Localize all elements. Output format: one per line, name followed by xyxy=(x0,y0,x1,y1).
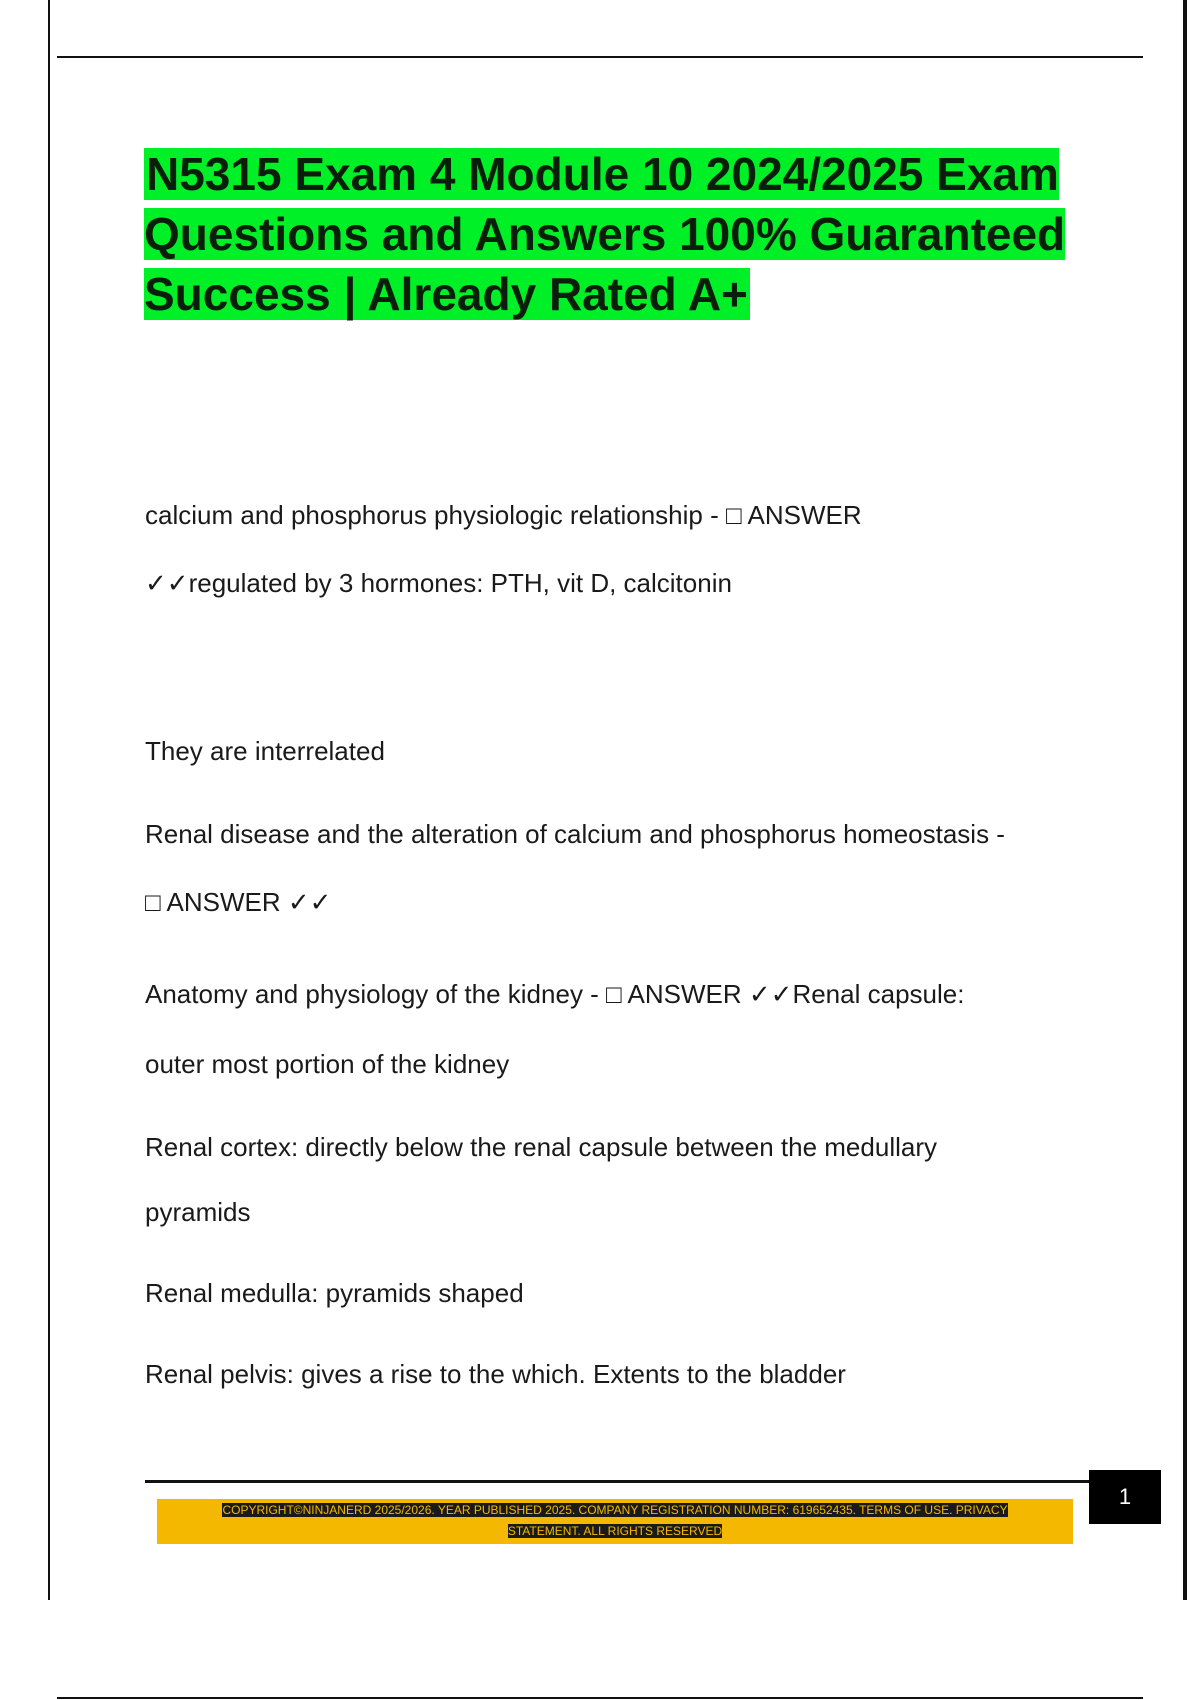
body-line-10: Renal medulla: pyramids shaped xyxy=(145,1278,524,1308)
body-line-9: pyramids xyxy=(145,1197,251,1227)
header-rule xyxy=(57,56,1143,58)
left-page-border xyxy=(48,0,50,1600)
bottom-rule xyxy=(57,1697,1143,1699)
page-number: 1 xyxy=(1089,1470,1161,1524)
body-line-5: □ ANSWER ✓✓ xyxy=(145,887,332,917)
copyright-notice xyxy=(157,1500,1073,1542)
document-title xyxy=(144,144,1084,324)
body-line-6: Anatomy and physiology of the kidney - □ ANSWER ✓✓Renal capsule: xyxy=(145,979,965,1009)
body-line-3: They are interrelated xyxy=(145,736,385,766)
copyright-line-1: COPYRIGHT©NINJANERD 2025/2026. YEAR PUBLISHED 2025. COMPANY REGISTRATION NUMBER: 619652435. TERMS OF USE. PRIVACY xyxy=(222,1503,1008,1517)
body-line-11: Renal pelvis: gives a rise to the which. Extents to the bladder xyxy=(145,1359,846,1389)
body-line-7: outer most portion of the kidney xyxy=(145,1049,510,1079)
title-highlight: N5315 Exam 4 Module 10 2024/2025 Exam Questions and Answers 100% Guaranteed Success | Already Rated A+ xyxy=(144,148,1066,320)
body-line-8: Renal cortex: directly below the renal capsule between the medullary xyxy=(145,1132,937,1162)
footer-rule xyxy=(145,1480,1100,1483)
copyright-line-2: STATEMENT. ALL RIGHTS RESERVED xyxy=(507,1524,723,1538)
right-page-border xyxy=(1183,0,1187,1600)
body-line-1: calcium and phosphorus physiologic relationship - □ ANSWER xyxy=(145,500,862,530)
body-line-2: ✓✓regulated by 3 hormones: PTH, vit D, calcitonin xyxy=(145,568,732,598)
body-line-4: Renal disease and the alteration of calcium and phosphorus homeostasis - xyxy=(145,819,1005,849)
